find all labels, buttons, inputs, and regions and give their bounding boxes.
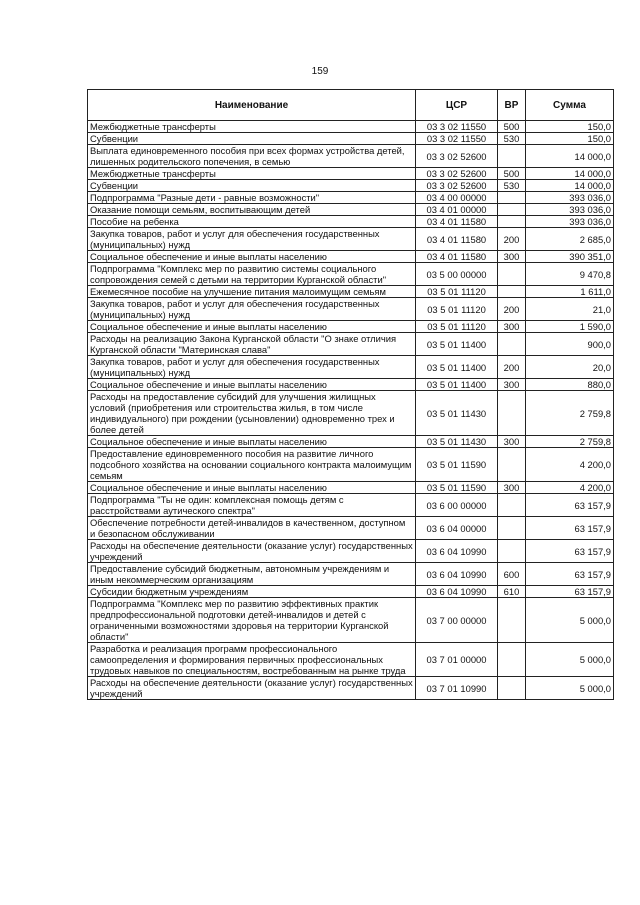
row-sum-cell: 1 590,0 (526, 321, 614, 333)
row-vr-cell (498, 145, 526, 168)
row-vr-cell: 530 (498, 180, 526, 192)
table-row (88, 540, 614, 563)
table-row (88, 228, 614, 251)
row-sum-cell: 2 759,8 (526, 391, 614, 436)
row-name-cell: Обеспечение потребности детей-инвалидов в качественном, доступном и безопасном обслуживании (88, 517, 416, 540)
row-csr-cell: 03 6 04 10990 (416, 540, 498, 563)
row-sum-cell: 14 000,0 (526, 168, 614, 180)
row-csr-cell: 03 4 00 00000 (416, 192, 498, 204)
row-name-cell: Социальное обеспечение и иные выплаты населению (88, 436, 416, 448)
row-csr-cell: 03 3 02 52600 (416, 180, 498, 192)
row-sum-cell: 393 036,0 (526, 204, 614, 216)
table-row (88, 216, 614, 228)
row-name-cell: Расходы на предоставление субсидий для улучшения жилищных условий (приобретения или строительства жилья, в том числе индивидуального) при рождении (усыновлении) одновременно трех и более детей (88, 391, 416, 436)
row-name-cell: Расходы на реализацию Закона Курганской области "О знаке отличия Курганской области "Материнская слава" (88, 333, 416, 356)
table-row (88, 121, 614, 133)
row-vr-cell (498, 216, 526, 228)
row-csr-cell: 03 3 02 11550 (416, 133, 498, 145)
row-name-cell: Расходы на обеспечение деятельности (оказание услуг) государственных учреждений (88, 677, 416, 700)
row-name-cell: Подпрограмма "Комплекс мер по развитию системы социального сопровождения семей с детьми на территории Курганской области" (88, 263, 416, 286)
row-csr-cell: 03 3 02 52600 (416, 168, 498, 180)
row-name-cell: Социальное обеспечение и иные выплаты населению (88, 482, 416, 494)
row-csr-cell: 03 3 02 11550 (416, 121, 498, 133)
row-vr-cell (498, 494, 526, 517)
row-csr-cell: 03 5 01 11120 (416, 286, 498, 298)
table-row (88, 204, 614, 216)
table-header-row (88, 90, 614, 121)
table-row (88, 677, 614, 700)
row-name-cell: Межбюджетные трансферты (88, 121, 416, 133)
row-csr-cell: 03 7 00 00000 (416, 598, 498, 643)
row-name-cell: Субвенции (88, 180, 416, 192)
table-row (88, 482, 614, 494)
row-csr-cell: 03 4 01 11580 (416, 228, 498, 251)
table-row (88, 168, 614, 180)
table-row (88, 517, 614, 540)
row-name-cell: Социальное обеспечение и иные выплаты населению (88, 379, 416, 391)
row-vr-cell: 500 (498, 168, 526, 180)
row-vr-cell (498, 263, 526, 286)
row-sum-cell: 63 157,9 (526, 586, 614, 598)
table-body (88, 121, 614, 700)
table-row (88, 379, 614, 391)
header-csr: ЦСР (416, 90, 498, 121)
row-name-cell: Разработка и реализация программ профессионального самоопределения и формирования первичных профессиональных трудовых навыков по специальностям, востребованным на рынке труда (88, 643, 416, 677)
row-sum-cell: 63 157,9 (526, 494, 614, 517)
table-row (88, 448, 614, 482)
row-csr-cell: 03 7 01 00000 (416, 643, 498, 677)
row-vr-cell (498, 677, 526, 700)
table-row (88, 598, 614, 643)
row-sum-cell: 880,0 (526, 379, 614, 391)
table-row (88, 251, 614, 263)
row-csr-cell: 03 6 04 10990 (416, 586, 498, 598)
row-sum-cell: 14 000,0 (526, 180, 614, 192)
row-vr-cell: 300 (498, 379, 526, 391)
row-name-cell: Закупка товаров, работ и услуг для обеспечения государственных (муниципальных) нужд (88, 356, 416, 379)
row-vr-cell (498, 286, 526, 298)
row-vr-cell (498, 540, 526, 563)
row-vr-cell: 610 (498, 586, 526, 598)
row-vr-cell: 500 (498, 121, 526, 133)
row-sum-cell: 150,0 (526, 121, 614, 133)
page-number: 159 (311, 66, 329, 77)
row-sum-cell: 150,0 (526, 133, 614, 145)
table-row (88, 391, 614, 436)
table-row (88, 180, 614, 192)
row-sum-cell: 393 036,0 (526, 216, 614, 228)
table-row (88, 133, 614, 145)
row-csr-cell: 03 6 04 10990 (416, 563, 498, 586)
row-sum-cell: 4 200,0 (526, 448, 614, 482)
row-sum-cell: 2 759,8 (526, 436, 614, 448)
row-vr-cell: 530 (498, 133, 526, 145)
row-vr-cell (498, 333, 526, 356)
row-csr-cell: 03 5 01 11430 (416, 436, 498, 448)
row-name-cell: Выплата единовременного пособия при всех формах устройства детей, лишенных родительского попечения, в семью (88, 145, 416, 168)
table-row (88, 333, 614, 356)
row-name-cell: Предоставление единовременного пособия на развитие личного подсобного хозяйства на основании социального контракта малоимущим семьям (88, 448, 416, 482)
table-row (88, 321, 614, 333)
row-vr-cell (498, 204, 526, 216)
header-sum: Сумма (526, 90, 614, 121)
table-row (88, 586, 614, 598)
row-name-cell: Подпрограмма "Ты не один: комплексная помощь детям с расстройствами аутического спектра" (88, 494, 416, 517)
row-vr-cell: 300 (498, 482, 526, 494)
row-csr-cell: 03 5 01 11120 (416, 298, 498, 321)
row-name-cell: Расходы на обеспечение деятельности (оказание услуг) государственных учреждений (88, 540, 416, 563)
row-csr-cell: 03 5 01 11590 (416, 448, 498, 482)
row-name-cell: Пособие на ребенка (88, 216, 416, 228)
header-vr: ВР (498, 90, 526, 121)
table-row (88, 192, 614, 204)
row-csr-cell: 03 4 01 11580 (416, 251, 498, 263)
row-name-cell: Оказание помощи семьям, воспитывающим детей (88, 204, 416, 216)
table-row (88, 298, 614, 321)
header-name: Наименование (88, 90, 416, 121)
row-name-cell: Субсидии бюджетным учреждениям (88, 586, 416, 598)
row-sum-cell: 63 157,9 (526, 540, 614, 563)
row-csr-cell: 03 5 00 00000 (416, 263, 498, 286)
row-vr-cell (498, 448, 526, 482)
row-sum-cell: 63 157,9 (526, 517, 614, 540)
row-vr-cell: 300 (498, 436, 526, 448)
table-row (88, 356, 614, 379)
row-vr-cell: 300 (498, 251, 526, 263)
row-csr-cell: 03 5 01 11400 (416, 356, 498, 379)
table-row (88, 286, 614, 298)
row-vr-cell (498, 391, 526, 436)
row-name-cell: Подпрограмма "Разные дети - равные возможности" (88, 192, 416, 204)
row-sum-cell: 4 200,0 (526, 482, 614, 494)
row-sum-cell: 2 685,0 (526, 228, 614, 251)
row-sum-cell: 63 157,9 (526, 563, 614, 586)
row-sum-cell: 21,0 (526, 298, 614, 321)
row-name-cell: Предоставление субсидий бюджетным, автономным учреждениям и иным некоммерческим организациям (88, 563, 416, 586)
row-vr-cell (498, 598, 526, 643)
row-name-cell: Закупка товаров, работ и услуг для обеспечения государственных (муниципальных) нужд (88, 298, 416, 321)
row-vr-cell: 600 (498, 563, 526, 586)
row-sum-cell: 9 470,8 (526, 263, 614, 286)
row-vr-cell: 200 (498, 356, 526, 379)
table-row (88, 263, 614, 286)
row-sum-cell: 5 000,0 (526, 677, 614, 700)
row-csr-cell: 03 4 01 11580 (416, 216, 498, 228)
row-name-cell: Межбюджетные трансферты (88, 168, 416, 180)
row-csr-cell: 03 5 01 11400 (416, 379, 498, 391)
table-row (88, 563, 614, 586)
row-csr-cell: 03 6 04 00000 (416, 517, 498, 540)
row-sum-cell: 390 351,0 (526, 251, 614, 263)
row-name-cell: Социальное обеспечение и иные выплаты населению (88, 321, 416, 333)
row-csr-cell: 03 5 01 11590 (416, 482, 498, 494)
row-vr-cell (498, 643, 526, 677)
row-csr-cell: 03 6 00 00000 (416, 494, 498, 517)
row-vr-cell: 200 (498, 298, 526, 321)
row-csr-cell: 03 3 02 52600 (416, 145, 498, 168)
row-sum-cell: 5 000,0 (526, 598, 614, 643)
row-sum-cell: 393 036,0 (526, 192, 614, 204)
row-name-cell: Закупка товаров, работ и услуг для обеспечения государственных (муниципальных) нужд (88, 228, 416, 251)
row-name-cell: Подпрограмма "Комплекс мер по развитию эффективных практик предпрофессиональной подготовки детей-инвалидов и детей с ограниченными возможностями здоровья на территории Курганской области" (88, 598, 416, 643)
row-sum-cell: 1 611,0 (526, 286, 614, 298)
row-name-cell: Ежемесячное пособие на улучшение питания малоимущим семьям (88, 286, 416, 298)
row-csr-cell: 03 7 01 10990 (416, 677, 498, 700)
row-vr-cell: 200 (498, 228, 526, 251)
row-name-cell: Субвенции (88, 133, 416, 145)
row-vr-cell (498, 517, 526, 540)
row-sum-cell: 14 000,0 (526, 145, 614, 168)
table-row (88, 436, 614, 448)
row-csr-cell: 03 5 01 11400 (416, 333, 498, 356)
row-csr-cell: 03 4 01 00000 (416, 204, 498, 216)
budget-table (87, 89, 614, 700)
table-row (88, 643, 614, 677)
row-name-cell: Социальное обеспечение и иные выплаты населению (88, 251, 416, 263)
row-sum-cell: 20,0 (526, 356, 614, 379)
table-row (88, 494, 614, 517)
row-csr-cell: 03 5 01 11430 (416, 391, 498, 436)
table-row (88, 145, 614, 168)
row-sum-cell: 5 000,0 (526, 643, 614, 677)
row-sum-cell: 900,0 (526, 333, 614, 356)
row-vr-cell (498, 192, 526, 204)
row-vr-cell: 300 (498, 321, 526, 333)
row-csr-cell: 03 5 01 11120 (416, 321, 498, 333)
